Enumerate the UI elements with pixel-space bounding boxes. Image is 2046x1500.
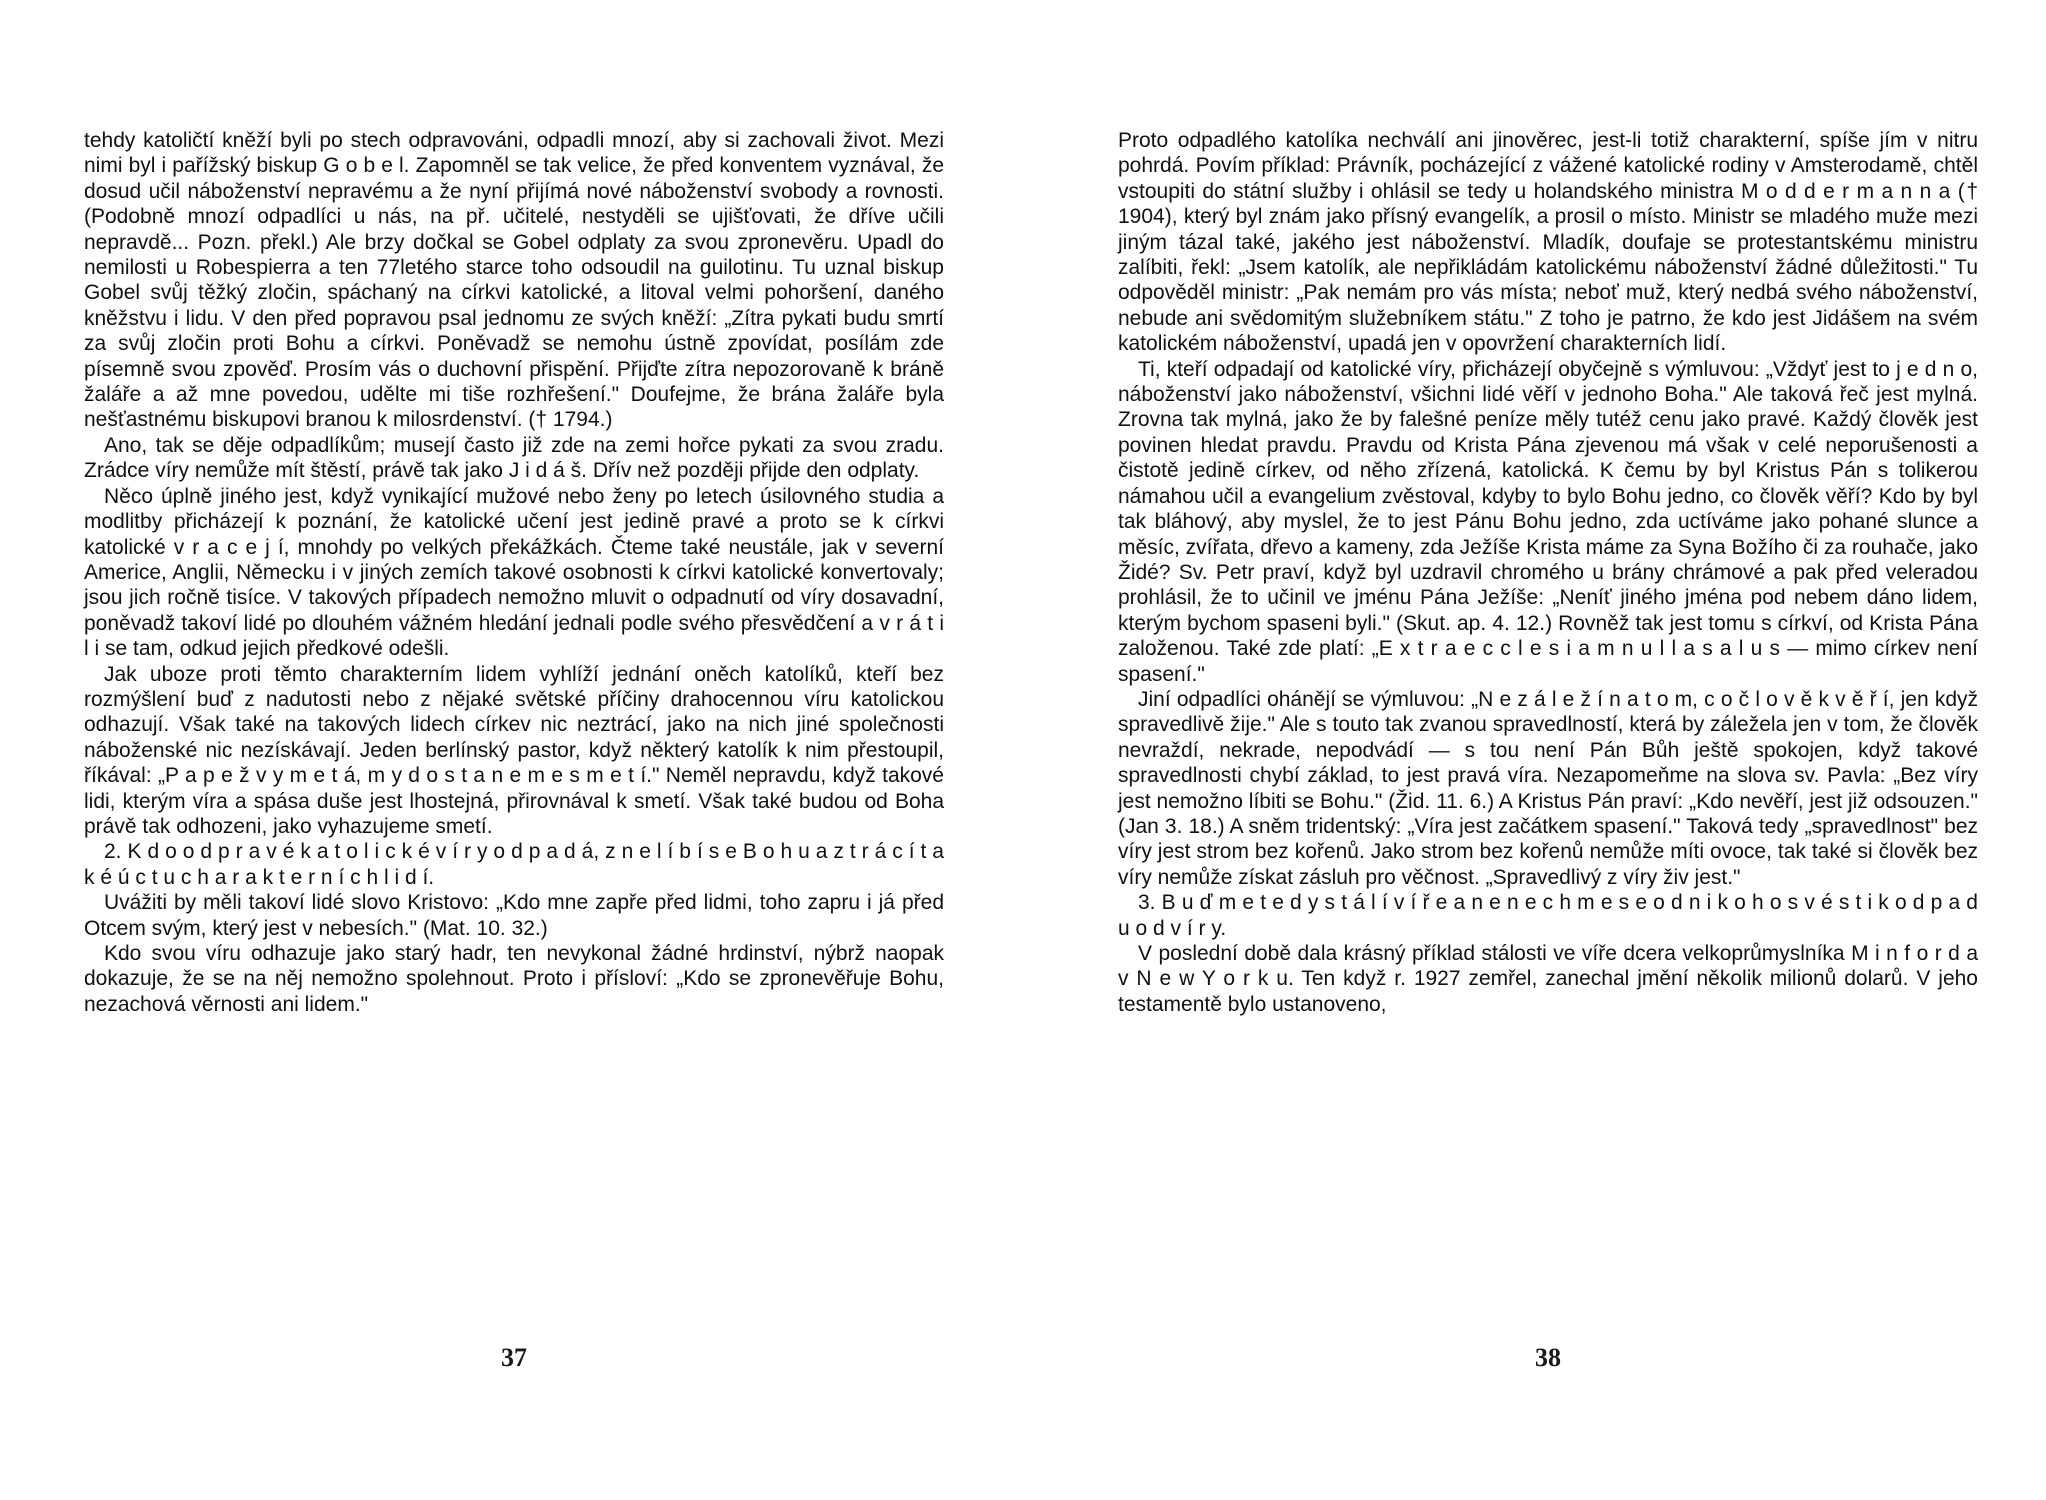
paragraph: Ano, tak se děje odpadlíkům; musejí často již zde na zemi hořce pykati za svou zradu. Zrádce víry nemůže mít štěstí, právě tak jako J i d á š. Dřív než později přijde den odplaty. [84, 433, 944, 483]
paragraph: tehdy katoličtí kněží byli po stech odpravováni, odpadli mnozí, aby si zachovali život. Mezi nimi byl i pařížský biskup G o b e l. Zapomněl se tak velice, že před konventem vyznával, že dosud učil náboženství nepravému a že nyní přijímá nové náboženství svobody a rovnosti. (Podobně mnozí odpadlíci u nás, na př. učitelé, nestyděli se ujišťovati, že dříve učili nepravdě... Pozn. překl.) Ale brzy dočkal se Gobel odplaty za svou zpronevěru. Upadl do nemilosti u Robespierra a ten 77letého starce toho odsoudil na guilotinu. Tu uznal biskup Gobel svůj těžký zločin, spáchaný na církvi katolické, a litoval velmi pohoršení, daného kněžstvu i lidu. V den před popravou psal jednomu ze svých kněží: „Zítra pykati budu smrtí za svůj zločin proti Bohu a církvi. Poněvadž se nemohu ústně zpovídat, posílám zde písemně svou zpověď. Prosím vás o duchovní přispění. Přijďte zítra nepozorovaně k bráně žaláře a až mne povedou, udělte mi tiše rozhřešení." Doufejme, že brána žaláře byla nešťastnému biskupovi branou k milosrdenství. († 1794.) [84, 129, 944, 432]
section-heading: 2. K d o o d p r a v é k a t o l i c k é v í r y o d p a d á, z n e l í b í s e B o h u a z t r á c í t a k é ú c t u c h a r a k t e r n í c h l i d í. [84, 840, 944, 889]
page-text [1118, 128, 1978, 1017]
page-number: 37 [501, 1343, 527, 1372]
paragraph: V poslední době dala krásný příklad stálosti ve víře dcera velkoprůmyslníka M i n f o r d a v N e w Y o r k u. Ten když r. 1927 zemřel, zanechal jmění několik milionů dolarů. V jeho testamentě bylo ustanoveno, [1118, 942, 1978, 1016]
page-text [84, 128, 944, 1017]
paragraph: Uvážiti by měli takoví lidé slovo Kristovo: „Kdo mne zapře před lidmi, toho zapru i já před Otcem svým, který jest v nebesích." (Mat. 10. 32.) [84, 891, 944, 940]
paragraph: Něco úplně jiného jest, když vynikající mužové nebo ženy po letech úsilovného studia a modlitby přicházejí k poznání, že katolické učení jest jedině pravé a proto se k církvi katolické v r a c e j í, mnohdy po velkých překážkách. Čteme také neustále, jak v severní Americe, Anglii, Německu i v jiných zemích takové osobnosti k církvi katolické konvertovaly; jsou jich ročně tisíce. V takových případech nemožno mluvit o odpadnutí od víry dosavadní, poněvadž takoví lidé po dlouhém vážném hledání jednali podle svého přesvědčení a v r á t i l i se tam, odkud jejich předkové odešli. [84, 484, 944, 661]
paragraph: Jiní odpadlíci ohánějí se výmluvou: „N e z á l e ž í n a t o m, c o č l o v ě k v ě ř í, jen když spravedlivě žije." Ale s touto tak zvanou spravedlností, která by záležela jen v tom, že člověk nevraždí, nekrade, nepodvádí — s tou není Pán Bůh ještě spokojen, když takové spravedlnosti chybí základ, to jest pravá víra. Nezapomeňme na slova sv. Pavla: „Bez víry jest nemožno líbiti se Bohu." (Žid. 11. 6.) A Kristus Pán praví: „Kdo nevěří, jest již odsouzen." (Jan 3. 18.) A sněm tridentský: „Víra jest začátkem spasení." Taková tedy „spravedlnost" bez víry jest strom bez kořenů. Jako strom bez kořenů nemůže míti ovoce, tak také si člověk bez víry nemůže získat zásluh pro věčnost. „Spravedlivý z víry živ jest." [1118, 687, 1978, 889]
page-37 [84, 128, 944, 1428]
paragraph: Ti, kteří odpadají od katolické víry, přicházejí obyčejně s výmluvou: „Vždyť jest to j e d n o, náboženství jako náboženství, všichni lidé věří v jednoho Boha." Ale taková řeč jest mylná. Zrovna tak mylná, jako že by falešné peníze měly tutéž cenu jako pravé. Každý člověk jest povinen hledat pravdu. Pravdu od Krista Pána zjevenou má však v celé neporušenosti a čistotě jedině církev, od něho zřízená, katolická. K čemu by byl Kristus Pán s tolikerou námahou učil a evangelium zvěstoval, kdyby to bylo Bohu jedno, co člověk věří? Kdo by byl tak bláhový, aby myslel, že to jest Pánu Bohu jedno, zda uctíváme jako pohané slunce a měsíc, zvířata, dřevo a kameny, zda Ježíše Krista máme za Syna Božího či za rouhače, jako Židé? Sv. Petr praví, když byl uzdravil chromého u brány chrámové a pak před veleradou prohlásil, že to učinil ve jménu Pána Ježíše: „Neníť jiného jména pod nebem dáno lidem, kterým bychom spaseni byli." (Skut. ap. 4. 12.) Rovněž tak jest tomu s církví, od Krista Pána založenou. Také zde platí: „E x t r a e c c l e s i a m n u l l a s a l u s — mimo církev není spasení." [1118, 357, 1978, 686]
paragraph: Jak uboze proti těmto charakterním lidem vyhlíží jednání oněch katolíků, kteří bez rozmýšlení buď z nadutosti nebo z nějaké světské příčiny drahocennou víru katolickou odhazují. Však také na takových lidech církev nic neztrácí, jako na nich jiné společnosti náboženské nic nezískávají. Jeden berlínský pastor, když některý katolík k nim přestoupil, říkával: „P a p e ž v y m e t á, m y d o s t a n e m e s m e t í." Neměl nepravdu, když takové lidi, kterým víra a spása duše jest lhostejná, přirovnával k smetí. Však také budou od Boha právě tak odhozeni, jako vyhazujeme smetí. [84, 662, 944, 838]
section-heading: 3. B u ď m e t e d y s t á l í v í ř e a n e n e c h m e s e o d n i k o h o s v é s t i k o d p a d u o d v í r y. [1118, 891, 1978, 940]
paragraph: Proto odpadlého katolíka nechválí ani jinověrec, jest-li totiž charakterní, spíše jím v nitru pohrdá. Povím příklad: Právník, pocházející z vážené katolické rodiny v Amsterodamě, chtěl vstoupiti do státní služby i ohlásil se tedy u holandského ministra M o d d e r m a n n a († 1904), který byl znám jako přísný evangelík, a prosil o místo. Ministr se mladého muže mezi jiným tázal také, jakého jest náboženství. Mladík, doufaje se protestantskému ministru zalíbiti, řekl: „Jsem katolík, ale nepřikládám katolickému náboženství žádné důležitosti." Tu odpověděl ministr: „Pak nemám pro vás místa; neboť muž, který nedbá svého náboženství, nebude ani svědomitým služebníkem státu." Z toho je patrno, že kdo jest Jidášem na svém katolickém náboženství, upadá jen v opovržení charakterních lidí. [1118, 129, 1978, 356]
page-38 [1118, 128, 1978, 1428]
page-number: 38 [1535, 1343, 1561, 1372]
paragraph: Kdo svou víru odhazuje jako starý hadr, ten nevykonal žádné hrdinství, nýbrž naopak dokazuje, že se na něj nemožno spolehnout. Proto i přísloví: „Kdo se zpronevěřuje Bohu, nezachová věrnosti ani lidem." [84, 942, 944, 1016]
